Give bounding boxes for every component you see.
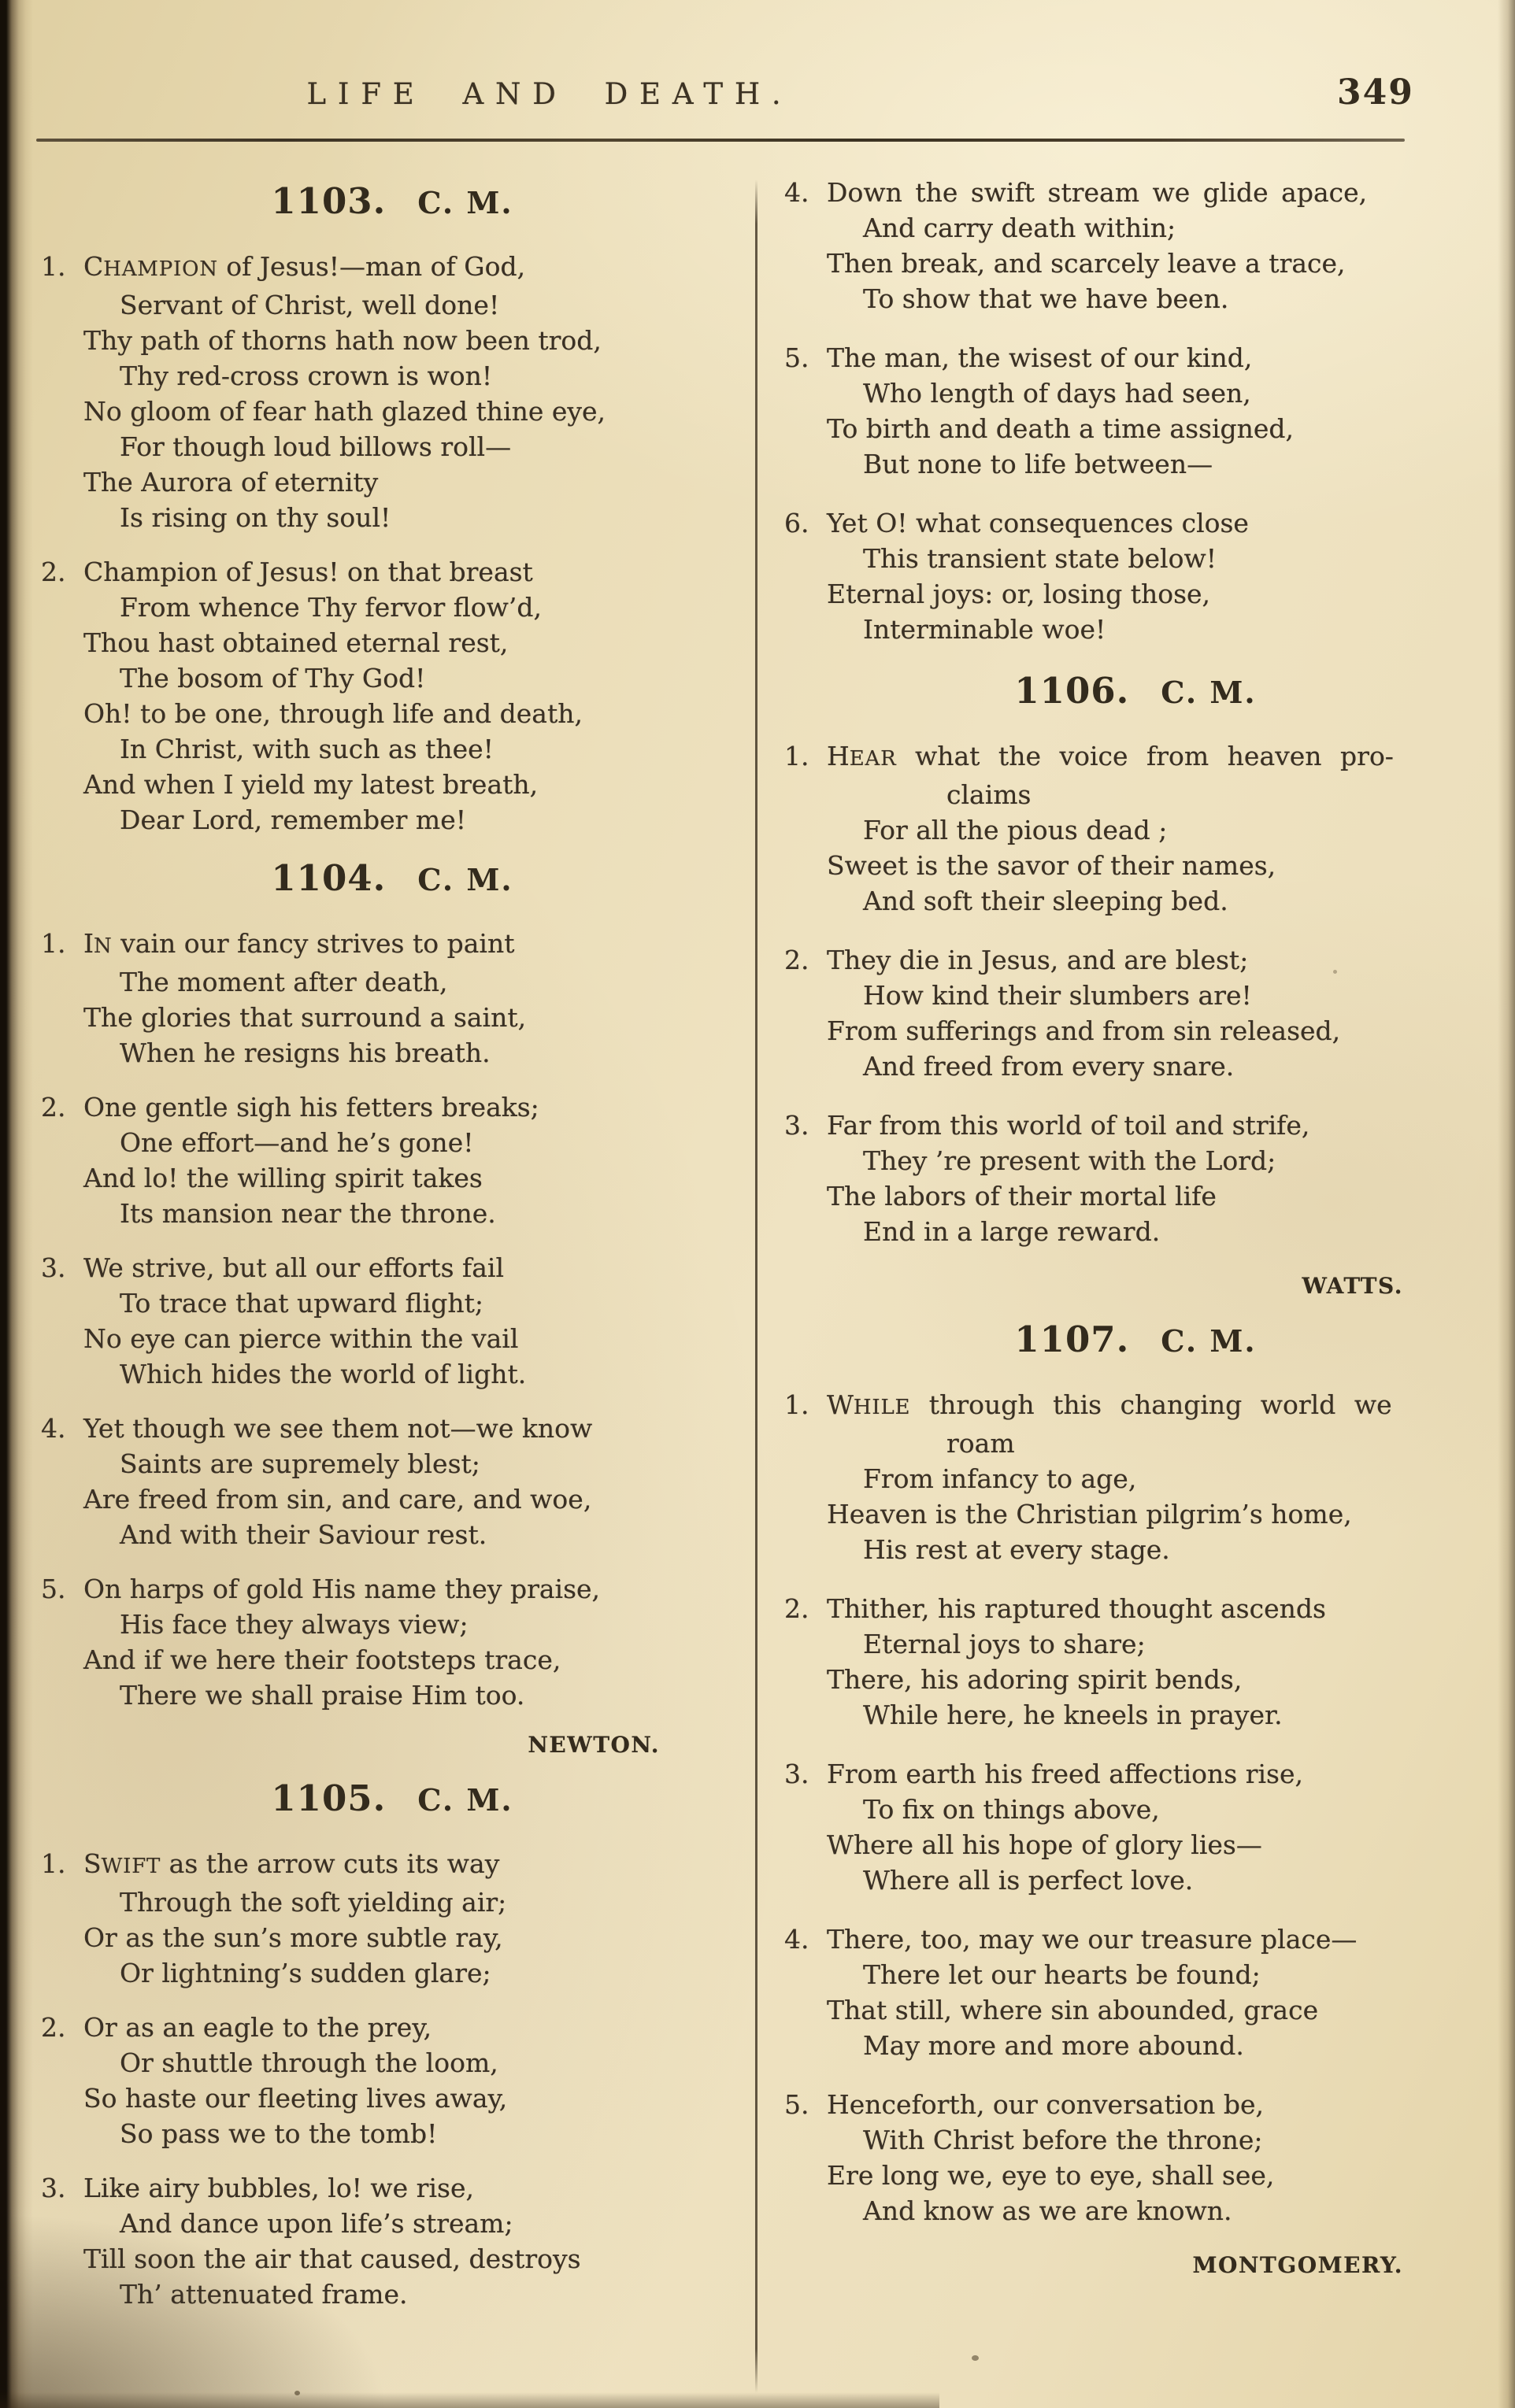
verse [38, 1571, 746, 1713]
verse-line: IN vain our fancy strives to paint [83, 928, 515, 959]
verse-line: The Aurora of eternity [83, 467, 379, 498]
verse-line: Or as the sun’s more subtle ray, [83, 1922, 503, 1953]
verse-number: 5. [784, 342, 809, 373]
verse-line: To trace that upward flight; [120, 1288, 483, 1319]
verse-line: So haste our fleeting lives away, [83, 2083, 508, 2114]
verse-line: Eternal joys to share; [863, 1629, 1146, 1659]
verse [781, 340, 1490, 482]
verse-number: 1. [784, 741, 809, 771]
verse-line: Eternal joys: or, losing those, [827, 579, 1211, 609]
verse-number: 1. [41, 1848, 66, 1879]
verse-number: 3. [41, 1252, 66, 1283]
verse-number: 6. [784, 508, 809, 538]
verse-line: They die in Jesus, and are blest; [827, 945, 1249, 975]
verse [38, 1846, 746, 1991]
verse-line: CHAMPION of Jesus!—man of God, [83, 251, 526, 282]
hymn-heading [38, 858, 746, 899]
verse-line: His face they always view; [120, 1609, 469, 1640]
verse [781, 1108, 1490, 1249]
verse-number: 4. [41, 1413, 66, 1444]
smallcaps-word-rest: HILE [853, 1396, 911, 1419]
verse-line: In Christ, with such as thee! [120, 734, 494, 764]
verse-line: And lo! the willing spirit takes [83, 1163, 483, 1193]
verse-number: 4. [784, 177, 809, 208]
verse-number: 2. [784, 1593, 809, 1624]
verse [781, 175, 1490, 316]
smallcaps-word-rest: N [94, 934, 113, 958]
smallcaps-word-rest: EAR [849, 747, 897, 771]
verse-line: The moment after death, [120, 967, 448, 997]
verse-line: We strive, but all our efforts fail [83, 1252, 505, 1283]
verse-number: 3. [784, 1110, 809, 1141]
verse-line: One effort—and he’s gone! [120, 1127, 474, 1158]
verse-line: To birth and death a time assigned, [827, 413, 1295, 444]
verse-line: But none to life between— [863, 449, 1213, 479]
ink-speck [294, 2391, 300, 2395]
page-number: 349 [1337, 72, 1414, 113]
verse-line: Its mansion near the throne. [120, 1198, 496, 1229]
hymn-meter-label: C. M. [1161, 1323, 1257, 1359]
verse [781, 942, 1490, 1084]
verse-line: Champion of Jesus! on that breast [83, 557, 533, 587]
verse-line: Servant of Christ, well done! [120, 290, 500, 320]
verse-line: Is rising on thy soul! [120, 502, 391, 533]
verse-line: Till soon the air that caused, destroys [83, 2243, 581, 2274]
verse-line: And dance upon life’s stream; [120, 2208, 513, 2239]
verse-line: Which hides the world of light. [120, 1359, 527, 1389]
column-divider-rule [755, 179, 758, 2393]
verse-line: So pass we to the tomb! [120, 2118, 438, 2149]
verse-line: Ere long we, eye to eye, shall see, [827, 2160, 1275, 2191]
verse-line: To show that we have been. [863, 283, 1229, 314]
verse-line: And carry death within; [863, 213, 1176, 243]
verse-line: For though loud billows roll— [120, 431, 512, 462]
verse-line: Through the soft yielding air; [120, 1887, 507, 1918]
verse-line: This transient state below! [863, 543, 1217, 574]
verse-line: The bosom of Thy God! [120, 663, 426, 694]
verse-line: Where all his hope of glory lies— [827, 1829, 1262, 1860]
verse-line: roam [946, 1428, 1015, 1459]
verse-line: The man, the wisest of our kind, [827, 342, 1253, 373]
verse-number: 2. [41, 557, 66, 587]
verse-line: Are freed from sin, and care, and woe, [83, 1484, 592, 1515]
verse-line: Far from this world of toil and strife, [827, 1110, 1310, 1141]
verse-number: 4. [784, 1924, 809, 1955]
verse-line: May more and more abound. [863, 2030, 1244, 2061]
verse-line: Who length of days had seen, [863, 378, 1251, 409]
hymn-meter-label: C. M. [1161, 675, 1257, 710]
ink-speck [972, 2355, 979, 2361]
hymn-number: 1103. [271, 180, 387, 222]
verse-line: Where all is perfect love. [863, 1865, 1194, 1896]
verse-line: Thy red-cross crown is won! [120, 361, 493, 391]
verse [38, 2170, 746, 2312]
verse [781, 1591, 1490, 1733]
verse-line: Henceforth, our conversation be, [827, 2089, 1265, 2120]
verse-line: claims [946, 779, 1032, 810]
smallcaps-lead-letter: W [827, 1389, 854, 1420]
verse-line: Or lightning’s sudden glare; [120, 1958, 491, 1988]
verse-line: Sweet is the savor of their names, [827, 850, 1276, 881]
verse-line: And soft their sleeping bed. [863, 886, 1228, 916]
verse-line: Yet though we see them not—we know [83, 1413, 593, 1444]
verse-number: 5. [784, 2089, 809, 2120]
verse-line: WHILE through this changing world we [827, 1389, 1392, 1420]
verse-number: 2. [784, 945, 809, 975]
header-rule [36, 139, 1405, 142]
left-column [38, 175, 746, 2331]
verse-line: With Christ before the throne; [863, 2125, 1263, 2155]
hymn-meter-label: C. M. [417, 185, 513, 220]
verse-line: When he resigns his breath. [120, 1038, 491, 1068]
verse [38, 554, 746, 838]
author-attribution: MONTGOMERY. [1192, 2252, 1403, 2278]
verse-line: Thy path of thorns hath now been trod, [83, 325, 602, 356]
verse [781, 505, 1490, 647]
verse-line: Dear Lord, remember me! [120, 805, 467, 835]
verse [781, 738, 1490, 919]
verse-line: SWIFT as the arrow cuts its way [83, 1848, 500, 1879]
verse-line: Oh! to be one, through life and death, [83, 698, 583, 729]
verse-line: And if we here their footsteps trace, [83, 1644, 561, 1675]
verse-line: One gentle sigh his fetters breaks; [83, 1092, 539, 1123]
verse-line: The labors of their mortal life [827, 1181, 1217, 1211]
verse-line: There, his adoring spirit bends, [827, 1664, 1243, 1695]
verse [781, 1387, 1490, 1567]
hymn-heading [781, 671, 1490, 712]
verse-line: Down the swift stream we glide apace, [827, 177, 1368, 208]
verse-line: They ’re present with the Lord; [863, 1145, 1276, 1176]
verse-line: That still, where sin abounded, grace [827, 1995, 1319, 2025]
verse-line: From sufferings and from sin released, [827, 1015, 1341, 1046]
hymn-number: 1106. [1014, 670, 1130, 712]
verse-line: Thither, his raptured thought ascends [827, 1593, 1326, 1624]
verse-number: 1. [784, 1389, 809, 1420]
hymn-number: 1105. [271, 1777, 387, 1819]
verse-line: End in a large reward. [863, 1216, 1161, 1247]
verse [781, 2087, 1490, 2229]
verse-number: 2. [41, 2012, 66, 2043]
verse-number: 1. [41, 928, 66, 959]
author-attribution: WATTS. [1302, 1273, 1403, 1299]
verse-line: Or as an eagle to the prey, [83, 2012, 432, 2043]
verse-line: And freed from every snare. [863, 1051, 1235, 1082]
hymn-heading [38, 1778, 746, 1819]
smallcaps-lead-letter: C [83, 251, 104, 282]
verse-line: While here, he kneels in prayer. [863, 1700, 1283, 1730]
hymn-number: 1104. [271, 857, 387, 899]
verse-line: Yet O! what consequences close [827, 508, 1249, 538]
verse [38, 249, 746, 535]
author-attribution: NEWTON. [528, 1732, 660, 1758]
verse-line: No gloom of fear hath glazed thine eye, [83, 396, 606, 427]
verse [38, 1089, 746, 1231]
hymn-heading [38, 181, 746, 222]
verse [38, 2010, 746, 2151]
verse-number: 3. [41, 2173, 66, 2203]
verse [781, 1756, 1490, 1898]
verse [38, 1411, 746, 1552]
verse-line: Or shuttle through the loom, [120, 2047, 498, 2078]
verse-line: From whence Thy fervor flow’d, [120, 592, 543, 623]
verse-line: There let our hearts be found; [863, 1959, 1261, 1990]
verse-line: Heaven is the Christian pilgrim’s home, [827, 1499, 1352, 1530]
verse-line: Thou hast obtained eternal rest, [83, 627, 509, 658]
verse-line: His rest at every stage. [863, 1534, 1170, 1565]
smallcaps-word-rest: HAMPION [103, 257, 218, 281]
smallcaps-lead-letter: I [83, 928, 94, 959]
verse-line: There we shall praise Him too. [120, 1680, 525, 1711]
verse-line: For all the pious dead ; [863, 815, 1168, 845]
verse-line: On harps of gold His name they praise, [83, 1574, 601, 1604]
verse [781, 1922, 1490, 2063]
verse-line: And when I yield my latest breath, [83, 769, 539, 800]
verse-line: No eye can pierce within the vail [83, 1323, 519, 1354]
verse-line: Th’ attenuated frame. [120, 2279, 408, 2310]
verse-line: There, too, may we our treasure place— [827, 1924, 1358, 1955]
verse-line: Then break, and scarcely leave a trace, [827, 248, 1346, 279]
verse-line: To fix on things above, [863, 1794, 1160, 1825]
hymn-meter-label: C. M. [417, 862, 513, 897]
smallcaps-word-rest: WIFT [101, 1855, 161, 1878]
verse-line: From infancy to age, [863, 1463, 1137, 1494]
page-edge-left-shadow [0, 0, 33, 2408]
page-edge-bottom-shadow [0, 2392, 939, 2408]
verse-line: How kind their slumbers are! [863, 980, 1252, 1011]
right-column [781, 175, 1490, 2299]
hymn-meter-label: C. M. [417, 1782, 513, 1818]
verse-number: 1. [41, 251, 66, 282]
verse-line: Saints are supremely blest; [120, 1448, 480, 1479]
hymn-number: 1107. [1014, 1319, 1130, 1360]
verse-line: HEAR what the voice from heaven pro- [827, 741, 1394, 771]
verse [38, 926, 746, 1071]
hymn-heading [781, 1319, 1490, 1360]
running-header-title: LIFE AND DEATH. [306, 77, 793, 111]
verse-number: 2. [41, 1092, 66, 1123]
smallcaps-lead-letter: H [827, 741, 850, 771]
verse-line: From earth his freed affections rise, [827, 1759, 1303, 1789]
verse-number: 3. [784, 1759, 809, 1789]
verse-line: And with their Saviour rest. [120, 1519, 487, 1550]
verse [38, 1250, 746, 1392]
page-edge-right-shadow [1498, 0, 1515, 2408]
verse-line: Like airy bubbles, lo! we rise, [83, 2173, 474, 2203]
verse-line: Interminable woe! [863, 614, 1106, 645]
smallcaps-lead-letter: S [83, 1848, 102, 1879]
verse-line: And know as we are known. [863, 2195, 1232, 2226]
verse-number: 5. [41, 1574, 66, 1604]
verse-line: The glories that surround a saint, [83, 1002, 527, 1033]
